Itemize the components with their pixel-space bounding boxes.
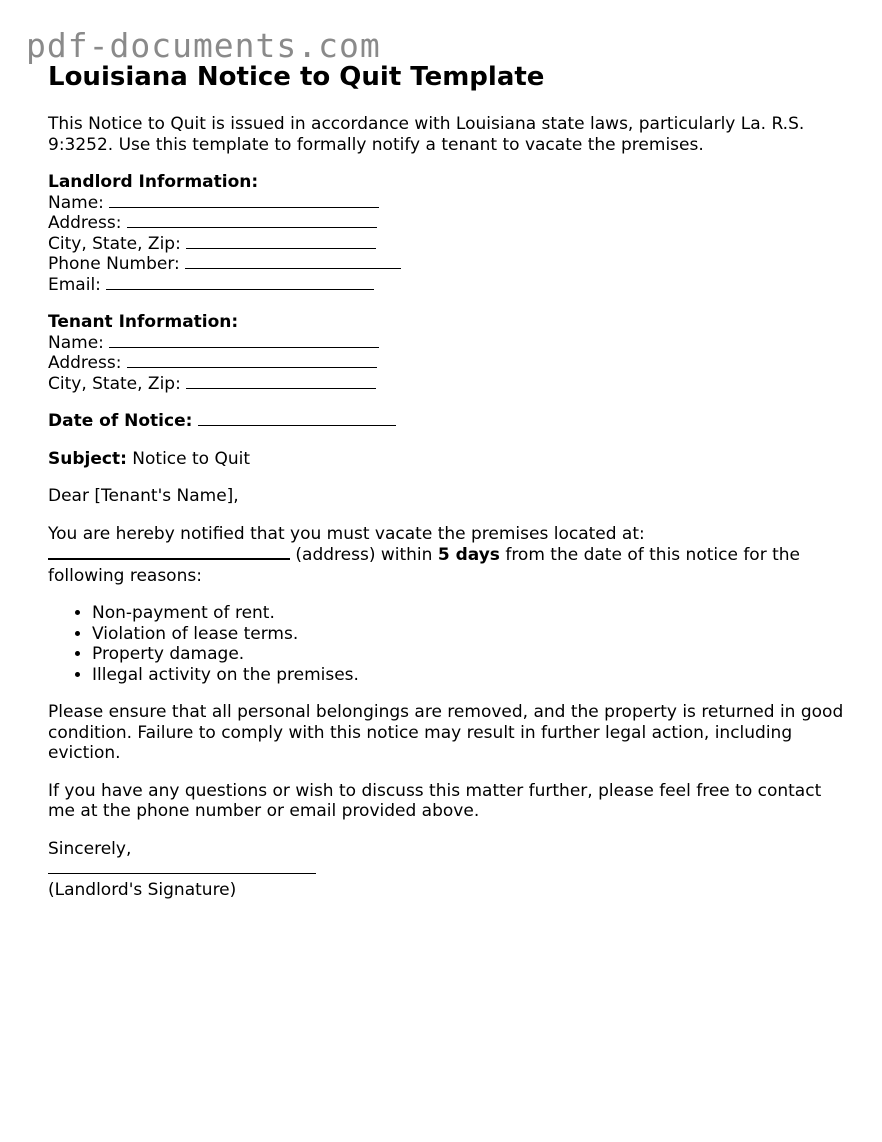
landlord-address-row — [48, 213, 848, 234]
landlord-section — [48, 172, 848, 295]
landlord-name-row — [48, 193, 848, 214]
field-label: Name: — [48, 332, 104, 353]
landlord-email-blank[interactable] — [106, 275, 374, 290]
salutation: Dear [Tenant's Name], — [48, 486, 239, 506]
notice-line2 — [48, 544, 848, 586]
notice-address-suffix: (address) within — [295, 545, 433, 565]
landlord-name-blank[interactable] — [109, 193, 379, 208]
notice-tail: from the date of this notice for the following reasons: — [48, 545, 800, 586]
field-label: Address: — [48, 213, 122, 233]
tenant-name-blank[interactable] — [109, 333, 379, 348]
landlord-phone-row — [48, 254, 848, 275]
list-item: • Violation of lease terms. — [92, 624, 848, 645]
signature-label: (Landlord's Signature) — [48, 879, 237, 900]
watermark: pdf-documents.com — [26, 26, 381, 65]
document-page — [48, 62, 848, 900]
notice-days: 5 days — [437, 545, 500, 565]
list-item: • Non-payment of rent. — [92, 603, 848, 624]
field-label: City, State, Zip: — [48, 373, 181, 394]
landlord-city-blank[interactable] — [186, 234, 376, 249]
list-item: • Illegal activity on the premises. — [92, 665, 848, 686]
signature-row — [48, 859, 848, 880]
questions-paragraph: If you have any questions or wish to discuss this matter further, please feel free to contact me at the phone number or email provided above. — [48, 780, 822, 821]
subject-row — [48, 449, 848, 470]
closing-block — [48, 839, 848, 901]
tenant-city-row — [48, 374, 848, 395]
landlord-email-row — [48, 275, 848, 296]
reasons-list — [48, 603, 848, 685]
date-blank[interactable] — [198, 411, 396, 426]
signature-blank[interactable] — [48, 859, 316, 874]
tenant-name-row — [48, 333, 848, 354]
closing: Sincerely, — [48, 838, 132, 859]
tenant-city-blank[interactable] — [186, 374, 376, 389]
landlord-city-row — [48, 234, 848, 255]
notice-line1: You are hereby notified that you must vacate the premises located at: — [48, 523, 645, 544]
landlord-phone-blank[interactable] — [185, 254, 401, 269]
landlord-address-blank[interactable] — [127, 213, 377, 228]
date-label: Date of Notice: — [48, 411, 193, 431]
field-label: Phone Number: — [48, 254, 180, 274]
tenant-address-blank[interactable] — [127, 353, 377, 368]
belongings-paragraph: Please ensure that all personal belongings are removed, and the property is returned in good condition. Failure to comply with this notice may result in further legal action, including eviction. — [48, 702, 844, 763]
landlord-heading: Landlord Information: — [48, 172, 259, 192]
field-label: Address: — [48, 353, 122, 373]
date-row — [48, 411, 848, 432]
tenant-heading: Tenant Information: — [48, 312, 239, 332]
field-label: City, State, Zip: — [48, 233, 181, 254]
document-title: Louisiana Notice to Quit Template — [48, 62, 545, 92]
tenant-section — [48, 312, 848, 394]
list-item: • Property damage. — [92, 644, 848, 665]
notice-paragraph — [48, 524, 848, 587]
field-label: Email: — [48, 274, 101, 295]
subject-label: Subject: — [48, 448, 127, 469]
field-label: Name: — [48, 192, 104, 213]
tenant-address-row — [48, 353, 848, 374]
intro-paragraph: This Notice to Quit is issued in accordance with Louisiana state laws, particularly La. R.S. 9:3252. Use this template to formally notify a tenant to vacate the premises. — [48, 114, 805, 155]
subject-value: Notice to Quit — [132, 448, 251, 469]
premises-address-blank[interactable] — [48, 544, 290, 560]
